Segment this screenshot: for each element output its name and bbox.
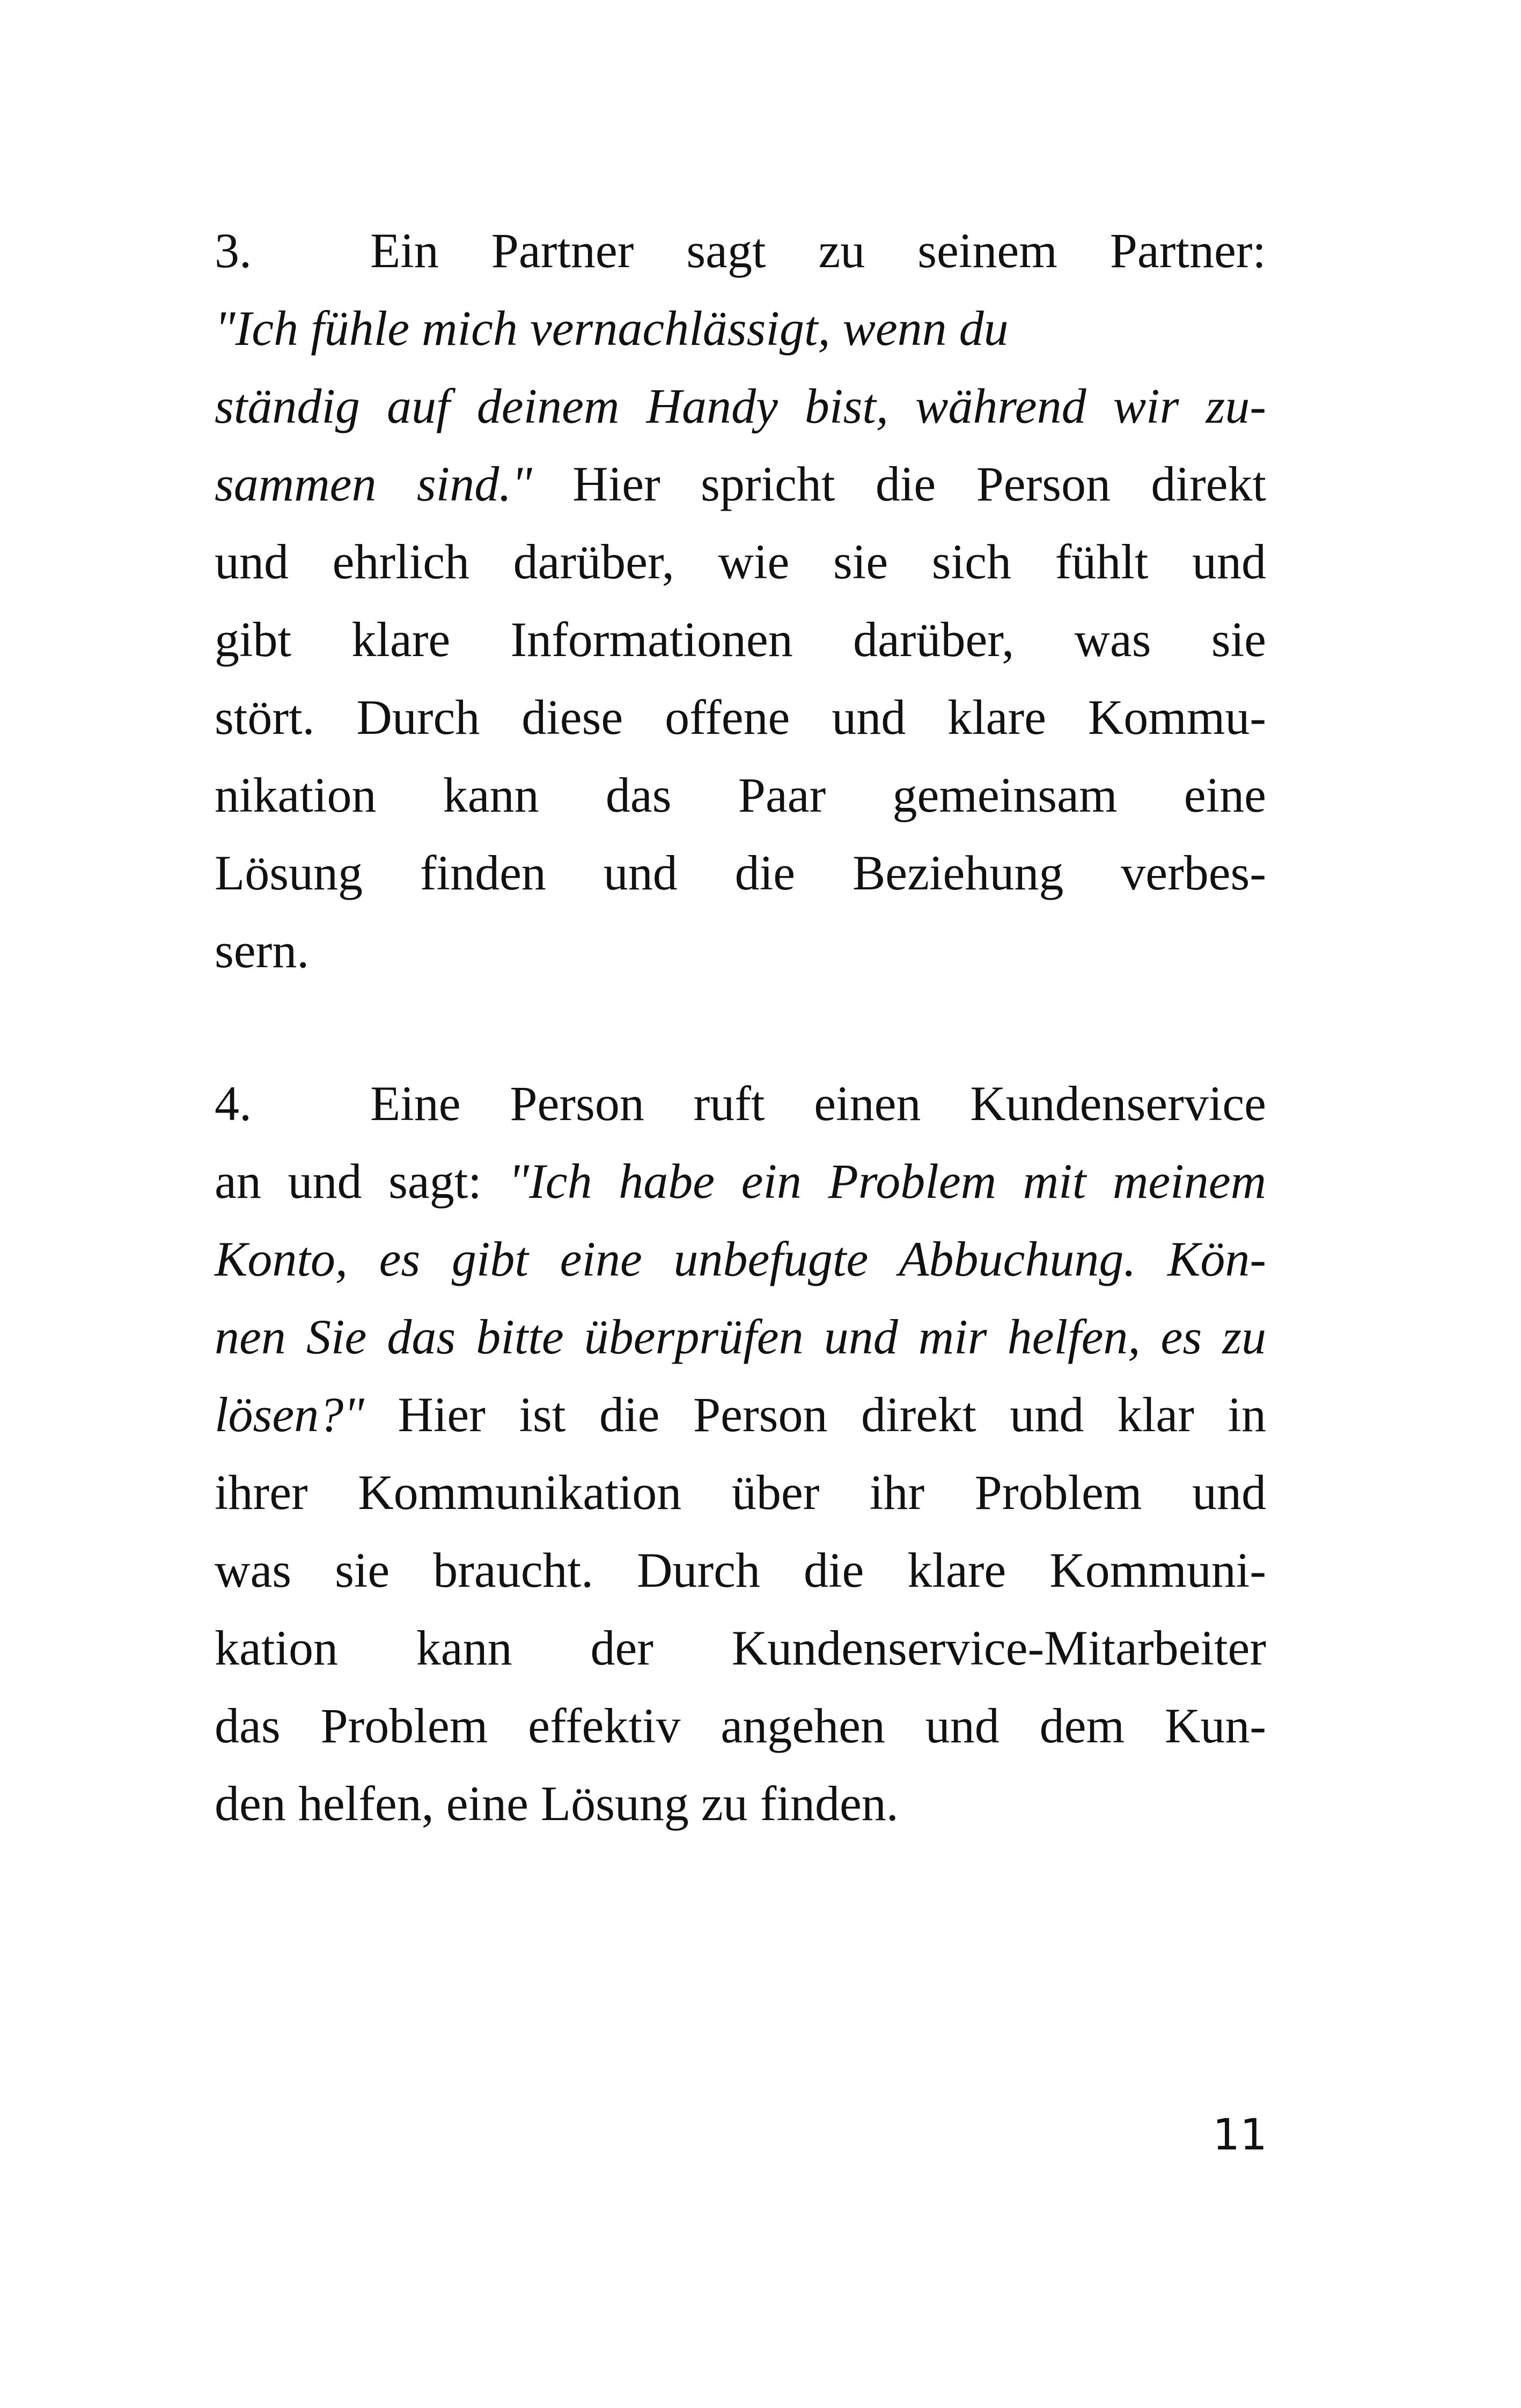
paragraph-3-number: 3. xyxy=(215,223,252,278)
paragraph-3-text-1: Ein Partner sagt zu seinem Partner: xyxy=(370,223,1266,278)
paragraph-3 xyxy=(215,212,1266,990)
paragraph-4-line-7: was sie braucht. Durch die klare Kommuni- xyxy=(215,1543,1266,1597)
paragraph-4-line-8: kation kann der Kundenservice-Mitarbeiter xyxy=(215,1621,1266,1675)
paragraph-4-line-6: ihrer Kommunikation über ihr Problem und xyxy=(215,1465,1266,1520)
paragraph-4-line-4: nen Sie das bitte überprüfen und mir helfen, es zu xyxy=(215,1309,1266,1364)
paragraph-3-line-8: nikation kann das Paar gemeinsam eine xyxy=(215,768,1266,822)
paragraph-4-text-5: Hier ist die Person direkt und klar in xyxy=(364,1387,1266,1442)
paragraph-4-line-2 xyxy=(215,1143,1266,1220)
paragraph-4-text-1: Eine Person ruft einen Kundenservice xyxy=(370,1076,1266,1131)
paragraph-4-line-1 xyxy=(215,1065,1266,1143)
page-number: 11 xyxy=(1213,2110,1267,2160)
paragraph-3-line-6: gibt klare Informationen darüber, was sie xyxy=(215,612,1266,667)
paragraph-4-line-9: das Problem effektiv angehen und dem Kun- xyxy=(215,1698,1266,1753)
paragraph-3-line-3: ständig auf deinem Handy bist, während wir zu- xyxy=(215,379,1266,433)
paragraph-3-line-9: Lösung finden und die Beziehung verbes- xyxy=(215,845,1266,900)
paragraph-4-text-2: an und sagt: xyxy=(215,1154,509,1209)
paragraph-4-number: 4. xyxy=(215,1076,252,1131)
paragraph-3-line-4 xyxy=(215,445,1266,523)
paragraph-3-text-4: Hier spricht die Person direkt xyxy=(532,456,1267,511)
paragraph-4-line-5 xyxy=(215,1376,1266,1454)
paragraph-4-line-10: den helfen, eine Lösung zu finden. xyxy=(215,1776,899,1831)
paragraph-4 xyxy=(215,1065,1266,1843)
paragraph-3-line-10: sern. xyxy=(215,923,310,978)
paragraph-3-line-7: stört. Durch diese offene und klare Kommu- xyxy=(215,690,1266,745)
paragraph-3-line-1 xyxy=(215,212,1266,290)
paragraph-3-line-5: und ehrlich darüber, wie sie sich fühlt und xyxy=(215,534,1266,589)
paragraph-4-line-3: Konto, es gibt eine unbefugte Abbuchung. Kön- xyxy=(215,1232,1266,1286)
paragraph-3-quote-end: sammen sind." xyxy=(215,456,532,511)
paragraph-4-quote-end: lösen?" xyxy=(215,1387,364,1442)
paragraph-3-line-2: "Ich fühle mich vernachlässigt, wenn du xyxy=(215,301,1009,356)
paragraph-4-quote-start: "Ich habe ein Problem mit meinem xyxy=(508,1154,1267,1209)
